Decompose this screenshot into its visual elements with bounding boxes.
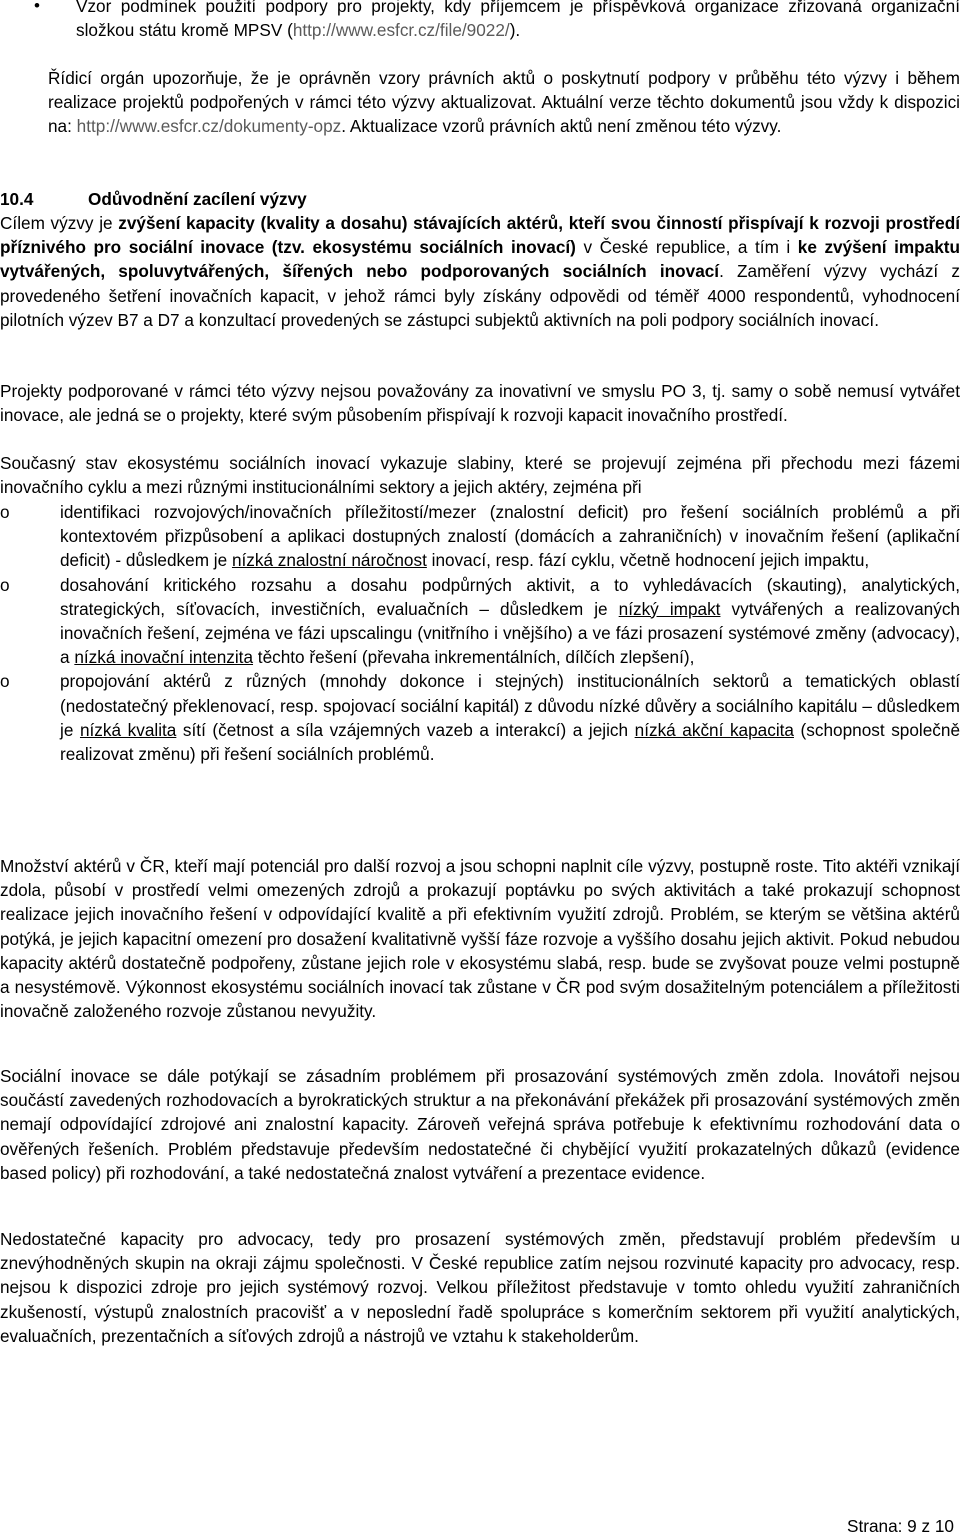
list-marker: o bbox=[0, 574, 10, 595]
paragraph-social-innovation bbox=[0, 1064, 960, 1185]
list-item-text-1: propojování aktérů z různých (mnohdy dokonce i stejných) institucionálních sektorů a tematických oblastí (nedostatečný překlenovací, resp. spojovací sociální kapitál) z důvodu nízké důvěry a sociálního kapitálu – důsledkem je bbox=[60, 671, 960, 740]
para1-text-1: Cílem výzvy je bbox=[0, 213, 119, 233]
list-item-underline-2: nízká akční kapacita bbox=[634, 719, 794, 740]
intro-link[interactable]: http://www.esfcr.cz/file/9022/ bbox=[292, 20, 510, 41]
list-item-text bbox=[60, 573, 960, 670]
paragraph-goal-text bbox=[0, 211, 960, 332]
list-item-underline-1: nízký impakt bbox=[618, 598, 721, 619]
paragraph-social-innovation-text: Sociální inovace se dále potýkají se zásadním problémem při prosazování systémových změn zdola. Inovátoři nejsou součástí zavedených rozhodovacích a byrokratických struktur a na překonávání překážek při prosazování systémových změn nemají odpovídající zdrojové ani znalostní kapacity. Zároveň veřejná správa potřebuje k efektivnímu rozhodování data o ověřených řešeních. Problém představuje především nedostatečné či chybějící využití prokazatelných důkazů (evidence based policy) při rozhodování, a také nedostatečná znalost vytváření a prezentace evidence. bbox=[0, 1066, 960, 1183]
intro-bullet bbox=[0, 0, 960, 42]
weakness-list bbox=[0, 500, 960, 766]
intro-text-after: ). bbox=[509, 20, 521, 41]
paragraph-actors-text: Množství aktérů v ČR, kteří mají potenciál pro další rozvoj a jsou schopni naplnit cíle výzvy, postupně roste. Tito aktéři vznikají zdola, působí v prostředí velmi omezených zdrojů a prokazují poptávku po svých aktivitách a také prokazují schopnost realizace jejich inovačního řešení v odpovídající kvalitě a při efektivním využití zdrojů. Problém, se kterým se většina aktérů potýká, je jejich kapacitní omezení pro dosažení kvalitativně vyšší fáze rozvoje a vyššího dosahu jejich aktivit. Pokud nebudou kapacity aktérů dostatečně podpořeny, zůstane jejich role v ekosystému slabá, resp. bude se zvyšovat pouze velmi postupně a nesystémově. Výkonnost ekosystému sociálních inovací tak zůstane v ČR pod svým dosažitelným potenciálem a příležitosti inovačně založeného rozvoje zůstanou nevyužity. bbox=[0, 856, 960, 1022]
para1-text-2: v České republice, a tím i bbox=[575, 237, 798, 258]
list-item-text-3: (schopnost společně realizovat změnu) při řešení sociálních problémů. bbox=[60, 719, 960, 765]
paragraph-projects bbox=[0, 379, 960, 427]
bullet-dot: • bbox=[34, 0, 40, 15]
list-item-underline-1: nízká kvalita bbox=[79, 719, 177, 740]
intro-text-before: Vzor podmínek použití podpory pro projekty, kdy příjemcem je příspěvková organizace zřizovaná organizační složkou státu kromě MPSV ( bbox=[76, 0, 960, 41]
notice-paragraph bbox=[48, 66, 960, 139]
list-item-text-1: identifikaci rozvojových/inovačních příležitostí/mezer (znalostní deficit) pro řešení sociálních problémů a při kontextovém přizpůsobení a aplikaci dostupných znalostí (domácích a zahraničních) v inovačním řešení (aplikační deficit) - důsledkem je bbox=[60, 502, 960, 571]
list-item-text-3: těchto řešení (převaha inkrementálních, dílčích zlepšení), bbox=[253, 647, 695, 668]
list-item-text bbox=[60, 500, 960, 573]
paragraph-actors bbox=[0, 854, 960, 1023]
list-item-underline-2: nízká inovační intenzita bbox=[74, 647, 254, 668]
para1-bold-2: ke zvýšení impaktu vytvářených, spoluvytvářených, šířených nebo podporovaných sociálních inovací bbox=[0, 237, 960, 282]
list-item bbox=[0, 573, 960, 670]
list-item-text-2: vytvářených a realizovaných inovačních řešení, zejména ve fázi upscalingu (vnitřního i vnějšího) a ve fázi prosazení systémové změny (advocacy), a bbox=[60, 598, 960, 668]
paragraph-advocacy bbox=[0, 1227, 960, 1348]
paragraph-advocacy-text: Nedostatečné kapacity pro advocacy, tedy pro prosazení systémových změn, představují problém především u znevýhodněných skupin na okraji zájmu společnosti. V České republice zatím nejsou rozvinuté kapacity pro advocacy, resp. nejsou k dispozici zdroje pro jejich systémový rozvoj. Velkou příležitost představuje v tomto ohledu využití zahraničních zkušeností, výstupů znalostních pracovišť a v neposlední řadě spolupráce s komerčním sektorem při využití analytických, evaluačních, prezentačních a síťových zdrojů a nástrojů ve vztahu k stakeholderům. bbox=[0, 1229, 960, 1346]
para1-text-3: . Zaměření výzvy vychází z provedeného šetření inovačních kapacit, v jehož rámci byly získány odpovědi od téměř 4000 respondentů, vyhodnocení pilotních výzev B7 a D7 a konzultací provedených se zástupci subjektů aktivních na poli podpory sociálních inovací. bbox=[0, 261, 960, 330]
section-title: Odůvodnění zacílení výzvy bbox=[88, 189, 307, 209]
paragraph-goal bbox=[0, 211, 960, 332]
list-item-text-1: dosahování kritického rozsahu a dosahu podpůrných aktivit, a to vyhledávacích (skauting), analytických, strategických, síťovacích, investičních, evaluačních – důsledkem je bbox=[60, 574, 960, 619]
notice-text-before: Řídicí orgán upozorňuje, že je oprávněn vzory právních aktů o poskytnutí podpory v průběhu této výzvy i během realizace projektů podpořených v rámci této výzvy aktualizovat. Aktuální verze těchto dokumentů jsou vždy k dispozici na: bbox=[48, 68, 960, 137]
notice-link[interactable]: http://www.esfcr.cz/dokumenty-opz bbox=[76, 116, 342, 137]
paragraph-current-state-text: Současný stav ekosystému sociálních inovací vykazuje slabiny, které se projevují zejména při přechodu mezi fázemi inovačního cyklu a mezi různými institucionálními sektory a jejich aktéry, zejména při bbox=[0, 453, 960, 498]
list-marker: o bbox=[0, 502, 10, 522]
section-number: 10.4 bbox=[0, 189, 34, 209]
list-item-text-2: sítí (četnost a síla vzájemných vazeb a interakcí) a jejich bbox=[176, 719, 635, 740]
notice-text-after: . Aktualizace vzorů právních aktů není změnou této výzvy. bbox=[341, 116, 782, 137]
list-item-underline-1: nízká znalostní náročnost bbox=[231, 550, 427, 571]
list-item bbox=[0, 500, 960, 573]
para1-bold-1: zvýšení kapacity (kvality a dosahu) stávajících aktérů, kteří svou činností přispívají k rozvoji prostředí příznivého pro sociální inovace (tzv. ekosystému sociálních inovací) bbox=[0, 213, 960, 258]
list-item bbox=[0, 669, 960, 766]
paragraph-projects-text: Projekty podporované v rámci této výzvy nejsou považovány za inovativní ve smyslu PO 3, tj. samy o sobě nemusí vytvářet inovace, ale jedná se o projekty, které svým působením přispívají k rozvoji kapacit inovačního prostředí. bbox=[0, 381, 960, 426]
list-item-text bbox=[60, 669, 960, 766]
page-number: Strana: 9 z 10 bbox=[846, 1516, 954, 1536]
section-heading bbox=[0, 187, 960, 211]
notice-text bbox=[48, 66, 960, 139]
list-item-text-2: inovací, resp. fází cyklu, včetně hodnocení jejich impaktu, bbox=[426, 550, 870, 571]
list-marker: o bbox=[0, 671, 10, 692]
paragraph-current-state bbox=[0, 451, 960, 499]
intro-bullet-text bbox=[76, 0, 960, 42]
